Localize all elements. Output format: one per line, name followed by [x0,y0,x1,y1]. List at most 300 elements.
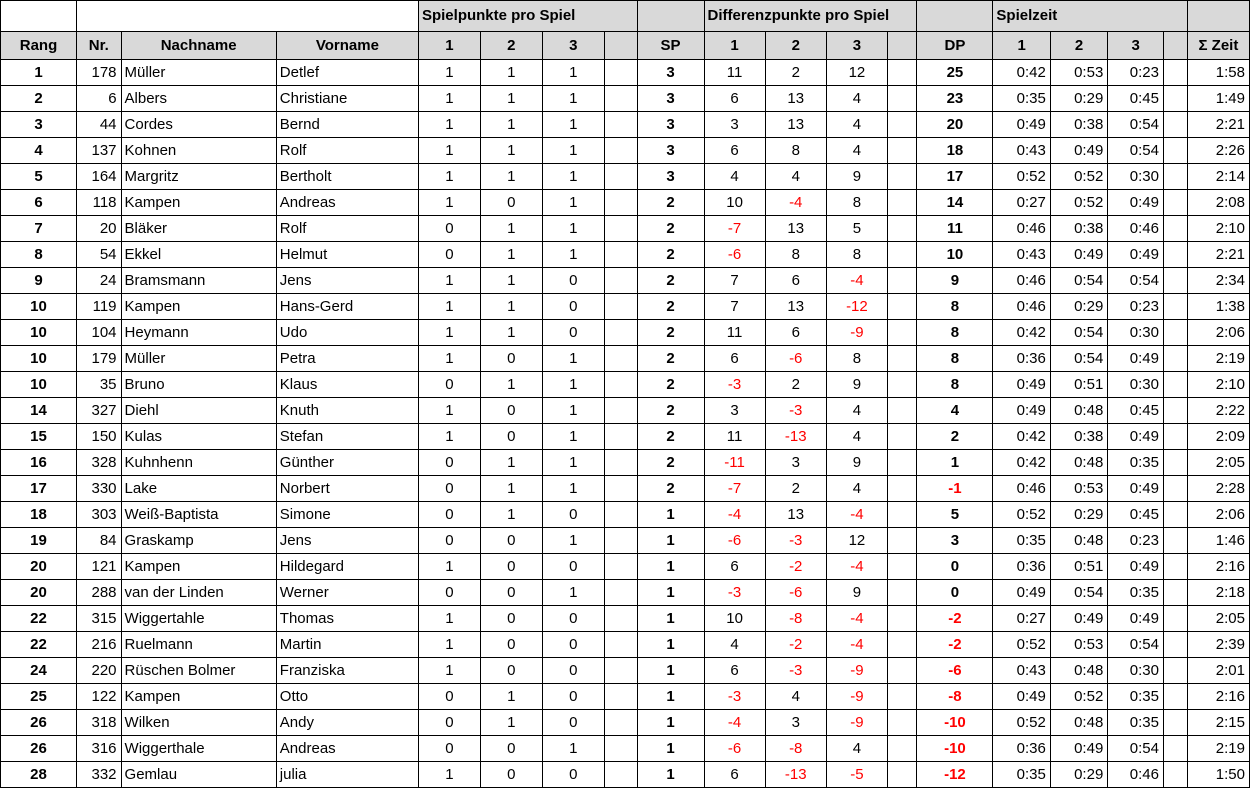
cell-nr: 288 [77,580,122,606]
cell-dp: 0 [917,580,993,606]
cell-diff2: 13 [765,112,826,138]
cell-diff3: 4 [826,476,887,502]
cell-zeit3: 0:54 [1108,268,1164,294]
cell-diff2: 2 [765,60,826,86]
cell-zeit3: 0:45 [1108,398,1164,424]
cell-nachname: Wilken [121,710,276,736]
cell-vorname: Bernd [276,112,418,138]
cell-dp: -12 [917,762,993,788]
cell-diff3: 4 [826,424,887,450]
cell-total-time: 2:16 [1187,554,1249,580]
cell-nachname: Ruelmann [121,632,276,658]
cell-spacer-2 [888,554,917,580]
cell-nachname: Kampen [121,554,276,580]
cell-zeit2: 0:51 [1050,372,1107,398]
cell-diff1: -4 [704,710,765,736]
cell-diff1: -6 [704,736,765,762]
table-row [1,242,1250,268]
cell-spiel1: 0 [418,450,480,476]
table-row [1,606,1250,632]
cell-diff3: 4 [826,86,887,112]
cell-nachname: Kampen [121,684,276,710]
cell-dp: 8 [917,294,993,320]
cell-nachname: Wiggerthale [121,736,276,762]
cell-total-time: 2:19 [1187,736,1249,762]
cell-spiel3: 0 [542,502,604,528]
cell-spacer-2 [888,242,917,268]
cell-zeit3: 0:45 [1108,86,1164,112]
cell-sp: 1 [637,658,704,684]
cell-spiel1: 1 [418,398,480,424]
cell-zeit3: 0:54 [1108,112,1164,138]
cell-spiel2: 1 [480,268,542,294]
cell-vorname: Andy [276,710,418,736]
cell-rang: 3 [1,112,77,138]
cell-dp: 0 [917,554,993,580]
cell-dp: -1 [917,476,993,502]
cell-dp: -2 [917,632,993,658]
table-row [1,684,1250,710]
cell-zeit1: 0:52 [993,502,1050,528]
cell-spiel3: 1 [542,86,604,112]
cell-spiel3: 1 [542,580,604,606]
cell-rang: 16 [1,450,77,476]
cell-diff2: -6 [765,346,826,372]
cell-vorname: Detlef [276,60,418,86]
cell-diff2: 13 [765,216,826,242]
col-header-zeit2: 2 [1050,32,1107,60]
cell-nr: 328 [77,450,122,476]
cell-dp: 20 [917,112,993,138]
cell-zeit3: 0:49 [1108,242,1164,268]
cell-spiel1: 1 [418,658,480,684]
cell-total-time: 2:26 [1187,138,1249,164]
cell-zeit3: 0:46 [1108,762,1164,788]
cell-spacer-2 [888,580,917,606]
cell-spiel3: 1 [542,736,604,762]
cell-rang: 5 [1,164,77,190]
cell-spacer-3 [1163,632,1187,658]
cell-nachname: Kuhnhenn [121,450,276,476]
cell-zeit1: 0:49 [993,398,1050,424]
cell-zeit1: 0:35 [993,762,1050,788]
cell-zeit3: 0:30 [1108,372,1164,398]
cell-spacer-2 [888,658,917,684]
cell-vorname: Helmut [276,242,418,268]
cell-spacer-1 [604,580,637,606]
cell-spacer-1 [604,684,637,710]
cell-spiel1: 1 [418,268,480,294]
cell-spiel2: 0 [480,762,542,788]
cell-diff3: -5 [826,762,887,788]
cell-diff2: 2 [765,372,826,398]
cell-diff1: -6 [704,242,765,268]
cell-nachname: Gemlau [121,762,276,788]
cell-spacer-1 [604,294,637,320]
cell-spacer-1 [604,60,637,86]
cell-vorname: Rolf [276,216,418,242]
cell-diff3: 4 [826,138,887,164]
cell-spacer-2 [888,86,917,112]
cell-diff2: 13 [765,502,826,528]
cell-spacer-1 [604,86,637,112]
cell-total-time: 2:10 [1187,216,1249,242]
cell-spacer-1 [604,268,637,294]
cell-spacer-2 [888,476,917,502]
cell-spiel3: 1 [542,112,604,138]
cell-diff2: -13 [765,762,826,788]
cell-zeit1: 0:27 [993,190,1050,216]
cell-spacer-1 [604,320,637,346]
cell-diff1: 11 [704,424,765,450]
cell-spiel3: 1 [542,60,604,86]
cell-total-time: 2:10 [1187,372,1249,398]
cell-spacer-1 [604,450,637,476]
cell-rang: 28 [1,762,77,788]
cell-spacer-2 [888,164,917,190]
cell-diff1: 11 [704,320,765,346]
cell-nr: 121 [77,554,122,580]
cell-spacer-2 [888,762,917,788]
cell-vorname: Hildegard [276,554,418,580]
cell-nr: 315 [77,606,122,632]
cell-sp: 2 [637,476,704,502]
cell-nachname: Bläker [121,216,276,242]
cell-nachname: Lake [121,476,276,502]
cell-nachname: Müller [121,60,276,86]
cell-diff2: 13 [765,294,826,320]
cell-spiel1: 0 [418,710,480,736]
cell-spacer-3 [1163,424,1187,450]
table-row [1,372,1250,398]
table-row [1,502,1250,528]
cell-rang: 6 [1,190,77,216]
col-header-vorname: Vorname [276,32,418,60]
cell-diff3: 12 [826,60,887,86]
cell-diff1: -7 [704,476,765,502]
cell-spacer-2 [888,710,917,736]
cell-zeit2: 0:48 [1050,710,1107,736]
cell-sp: 1 [637,762,704,788]
cell-sp: 2 [637,320,704,346]
cell-spiel2: 0 [480,632,542,658]
cell-zeit2: 0:38 [1050,424,1107,450]
cell-spacer-3 [1163,216,1187,242]
cell-zeit2: 0:48 [1050,528,1107,554]
cell-nachname: Margritz [121,164,276,190]
cell-rang: 18 [1,502,77,528]
cell-spacer-3 [1163,346,1187,372]
cell-zeit3: 0:35 [1108,710,1164,736]
cell-diff3: 5 [826,216,887,242]
cell-diff3: -9 [826,710,887,736]
cell-diff3: -4 [826,268,887,294]
cell-diff3: 8 [826,190,887,216]
cell-dp: -2 [917,606,993,632]
cell-spacer-2 [888,502,917,528]
cell-nr: 332 [77,762,122,788]
cell-zeit3: 0:54 [1108,736,1164,762]
cell-spiel1: 1 [418,60,480,86]
cell-zeit3: 0:49 [1108,606,1164,632]
cell-vorname: Andreas [276,190,418,216]
cell-spiel2: 0 [480,346,542,372]
cell-spacer-1 [604,528,637,554]
cell-zeit1: 0:49 [993,112,1050,138]
cell-zeit2: 0:49 [1050,138,1107,164]
cell-dp: -10 [917,736,993,762]
cell-spacer-3 [1163,658,1187,684]
cell-vorname: Klaus [276,372,418,398]
cell-spiel1: 1 [418,762,480,788]
cell-zeit1: 0:49 [993,372,1050,398]
cell-nr: 303 [77,502,122,528]
cell-spacer-1 [604,736,637,762]
cell-rang: 10 [1,294,77,320]
cell-total-time: 2:34 [1187,268,1249,294]
cell-zeit1: 0:35 [993,86,1050,112]
cell-spiel1: 1 [418,138,480,164]
cell-spiel1: 0 [418,476,480,502]
cell-spiel2: 1 [480,216,542,242]
col-header-diff3: 3 [826,32,887,60]
cell-zeit3: 0:23 [1108,60,1164,86]
cell-spiel1: 0 [418,528,480,554]
cell-zeit3: 0:45 [1108,502,1164,528]
cell-spiel2: 1 [480,138,542,164]
cell-zeit2: 0:29 [1050,86,1107,112]
cell-nr: 6 [77,86,122,112]
cell-spacer-1 [604,216,637,242]
cell-dp: 18 [917,138,993,164]
cell-nachname: Bramsmann [121,268,276,294]
cell-sp: 2 [637,346,704,372]
cell-diff1: -4 [704,502,765,528]
cell-total-time: 2:16 [1187,684,1249,710]
cell-zeit2: 0:29 [1050,762,1107,788]
col-header-nr: Nr. [77,32,122,60]
cell-zeit2: 0:54 [1050,346,1107,372]
cell-diff1: -6 [704,528,765,554]
table-row [1,580,1250,606]
cell-spiel3: 0 [542,606,604,632]
cell-diff1: 3 [704,398,765,424]
col-header-spacer-1 [604,32,637,60]
table-row [1,268,1250,294]
cell-vorname: Bertholt [276,164,418,190]
cell-spiel2: 1 [480,294,542,320]
cell-nr: 327 [77,398,122,424]
cell-diff2: -8 [765,736,826,762]
cell-spacer-1 [604,658,637,684]
cell-vorname: Jens [276,268,418,294]
cell-zeit3: 0:35 [1108,684,1164,710]
col-header-dp: DP [917,32,993,60]
cell-dp: 8 [917,372,993,398]
cell-nachname: Diehl [121,398,276,424]
cell-sp: 1 [637,710,704,736]
cell-rang: 7 [1,216,77,242]
cell-spiel2: 0 [480,606,542,632]
cell-dp: 1 [917,450,993,476]
cell-vorname: Werner [276,580,418,606]
cell-zeit3: 0:46 [1108,216,1164,242]
cell-nachname: Albers [121,86,276,112]
col-header-zeit3: 3 [1108,32,1164,60]
cell-total-time: 2:28 [1187,476,1249,502]
cell-spiel3: 1 [542,346,604,372]
cell-spacer-1 [604,190,637,216]
cell-spiel1: 1 [418,190,480,216]
cell-spacer-3 [1163,268,1187,294]
cell-vorname: Franziska [276,658,418,684]
cell-spiel1: 0 [418,580,480,606]
cell-sp: 3 [637,112,704,138]
table-row [1,112,1250,138]
cell-dp: -6 [917,658,993,684]
cell-spiel3: 0 [542,268,604,294]
cell-diff1: 10 [704,190,765,216]
cell-diff2: -8 [765,606,826,632]
cell-spiel2: 0 [480,528,542,554]
cell-spacer-1 [604,502,637,528]
cell-rang: 22 [1,606,77,632]
cell-total-time: 2:15 [1187,710,1249,736]
cell-nr: 220 [77,658,122,684]
cell-dp: 14 [917,190,993,216]
cell-nr: 164 [77,164,122,190]
cell-spiel1: 0 [418,216,480,242]
cell-spiel2: 1 [480,684,542,710]
cell-spacer-2 [888,320,917,346]
cell-spiel1: 1 [418,294,480,320]
cell-nr: 84 [77,528,122,554]
table-row [1,60,1250,86]
cell-vorname: Petra [276,346,418,372]
cell-dp: 3 [917,528,993,554]
cell-spiel2: 1 [480,450,542,476]
table-row [1,320,1250,346]
cell-zeit2: 0:48 [1050,450,1107,476]
col-header-spacer-2 [888,32,917,60]
cell-spacer-2 [888,424,917,450]
cell-spacer-3 [1163,242,1187,268]
cell-zeit3: 0:49 [1108,424,1164,450]
cell-nachname: Cordes [121,112,276,138]
cell-diff2: 2 [765,476,826,502]
cell-spacer-3 [1163,320,1187,346]
cell-spiel2: 1 [480,476,542,502]
cell-nachname: Ekkel [121,242,276,268]
col-header-total-time: Σ Zeit [1187,32,1249,60]
cell-spacer-1 [604,476,637,502]
cell-diff1: -7 [704,216,765,242]
cell-sp: 3 [637,138,704,164]
cell-spacer-3 [1163,528,1187,554]
cell-sp: 1 [637,684,704,710]
group-spielpunkte: Spielpunkte pro Spiel [418,1,637,32]
cell-spacer-3 [1163,684,1187,710]
cell-spacer-2 [888,60,917,86]
cell-dp: 2 [917,424,993,450]
cell-nachname: Bruno [121,372,276,398]
cell-spacer-1 [604,346,637,372]
cell-total-time: 2:39 [1187,632,1249,658]
group-spielzeit: Spielzeit [993,1,1187,32]
cell-nachname: Weiß-Baptista [121,502,276,528]
cell-spiel1: 1 [418,632,480,658]
cell-nachname: Kohnen [121,138,276,164]
cell-diff3: -4 [826,632,887,658]
cell-spacer-2 [888,138,917,164]
cell-zeit1: 0:46 [993,216,1050,242]
cell-diff3: 8 [826,242,887,268]
cell-diff3: 4 [826,112,887,138]
cell-rang: 15 [1,424,77,450]
cell-total-time: 2:14 [1187,164,1249,190]
cell-spiel2: 1 [480,164,542,190]
col-header-sp: SP [637,32,704,60]
table-row [1,346,1250,372]
cell-spacer-1 [604,606,637,632]
cell-nr: 24 [77,268,122,294]
cell-spiel2: 1 [480,502,542,528]
cell-rang: 2 [1,86,77,112]
cell-dp: 8 [917,320,993,346]
cell-spacer-2 [888,372,917,398]
cell-zeit2: 0:29 [1050,294,1107,320]
cell-total-time: 2:09 [1187,424,1249,450]
cell-spiel2: 0 [480,658,542,684]
cell-zeit3: 0:23 [1108,528,1164,554]
cell-diff3: 9 [826,450,887,476]
cell-rang: 9 [1,268,77,294]
table-row [1,476,1250,502]
cell-diff1: 4 [704,164,765,190]
cell-zeit1: 0:42 [993,60,1050,86]
cell-total-time: 2:01 [1187,658,1249,684]
cell-sp: 3 [637,86,704,112]
cell-total-time: 2:05 [1187,450,1249,476]
cell-spiel3: 1 [542,450,604,476]
cell-spiel2: 1 [480,320,542,346]
cell-diff3: 4 [826,398,887,424]
group-header-row [1,1,1250,32]
cell-zeit2: 0:38 [1050,216,1107,242]
cell-zeit2: 0:53 [1050,60,1107,86]
cell-sp: 2 [637,398,704,424]
cell-zeit3: 0:49 [1108,476,1164,502]
cell-spacer-2 [888,294,917,320]
table-row [1,190,1250,216]
cell-sp: 2 [637,190,704,216]
cell-sp: 1 [637,632,704,658]
cell-dp: -8 [917,684,993,710]
cell-diff1: 4 [704,632,765,658]
col-header-spiel3: 3 [542,32,604,60]
cell-vorname: Martin [276,632,418,658]
cell-spiel2: 0 [480,554,542,580]
cell-rang: 10 [1,346,77,372]
cell-zeit1: 0:49 [993,580,1050,606]
cell-spacer-3 [1163,710,1187,736]
cell-zeit2: 0:51 [1050,554,1107,580]
cell-nachname: Kulas [121,424,276,450]
cell-rang: 22 [1,632,77,658]
cell-diff3: 12 [826,528,887,554]
cell-vorname: Andreas [276,736,418,762]
cell-zeit3: 0:30 [1108,320,1164,346]
